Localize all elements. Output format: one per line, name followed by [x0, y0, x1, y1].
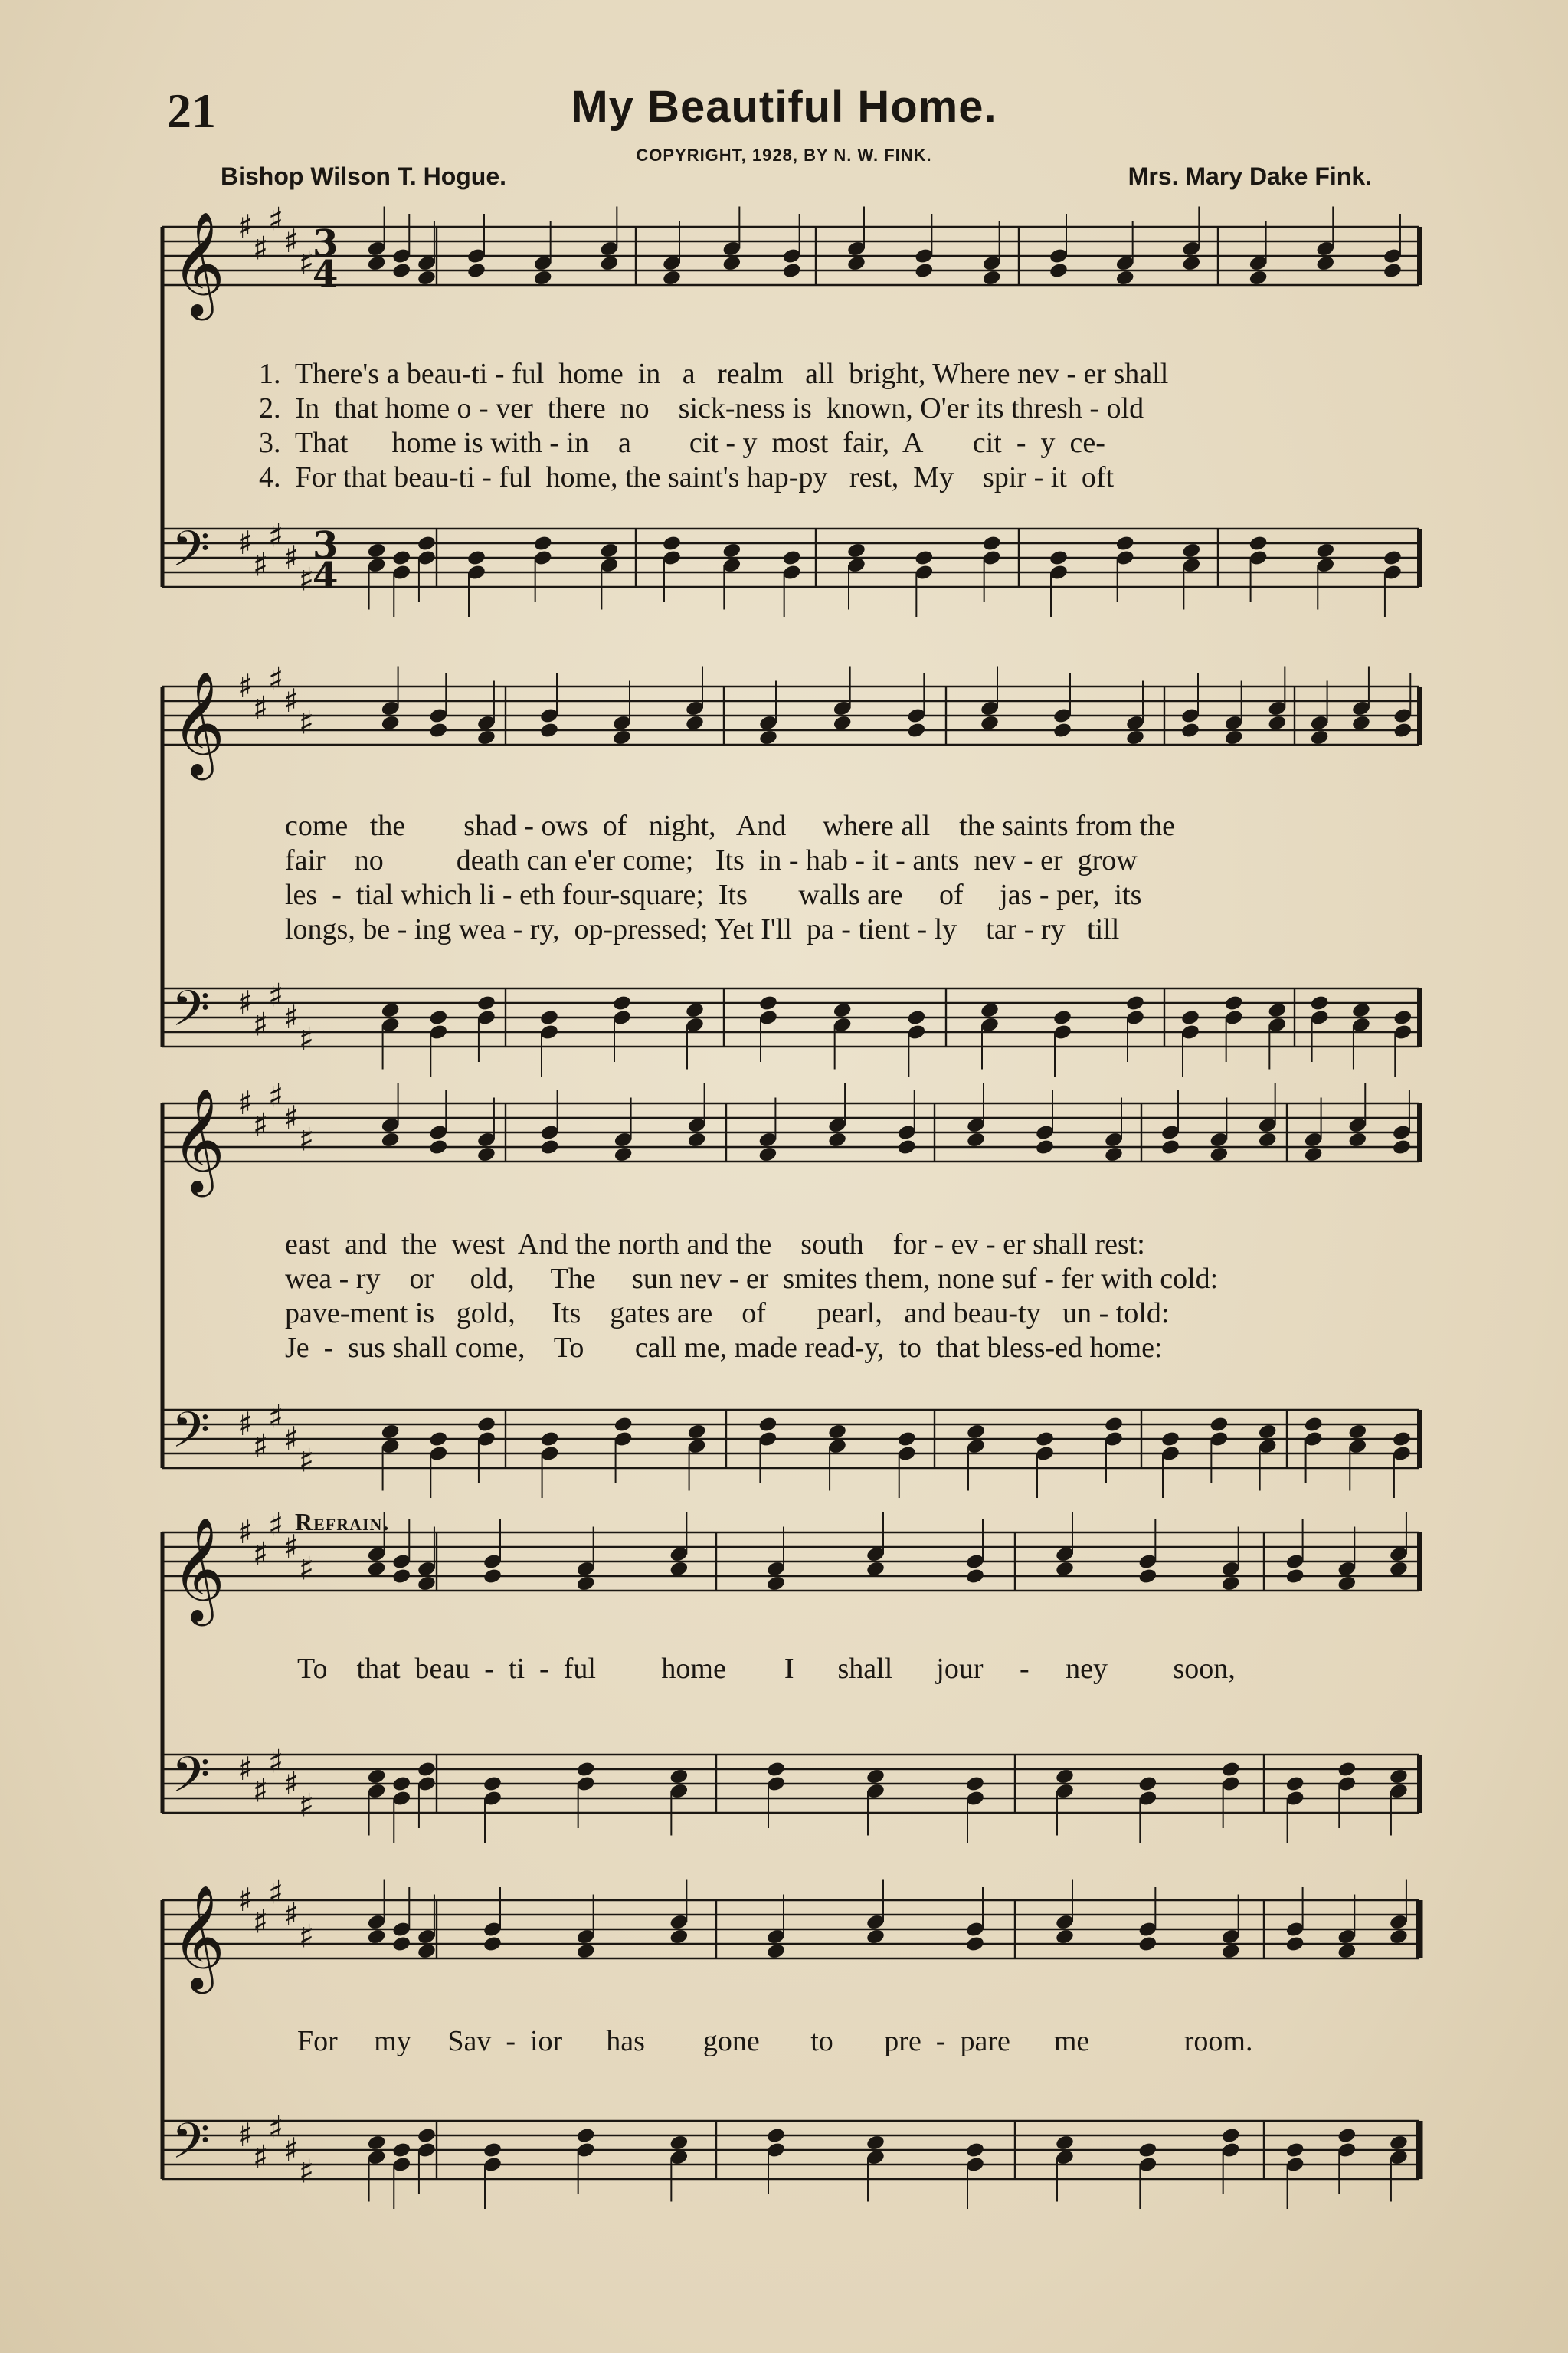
note-head — [782, 262, 802, 280]
sharp-icon: ♯ — [283, 539, 300, 576]
note-head — [1160, 1430, 1180, 1448]
note-head — [846, 542, 866, 559]
note-head — [1258, 1131, 1278, 1149]
note-head — [466, 549, 486, 567]
note-head — [1267, 1001, 1287, 1019]
note-head — [391, 2142, 411, 2159]
note-head — [367, 1928, 387, 1945]
note-head — [1049, 549, 1069, 567]
note-head — [1310, 995, 1330, 1012]
sharp-icon: ♯ — [283, 1896, 300, 1933]
sharp-icon: ♯ — [237, 208, 254, 245]
note-head — [980, 714, 1000, 732]
verse-block-3 — [285, 1227, 1426, 1365]
note-head — [982, 269, 1002, 287]
note-head — [417, 1761, 437, 1778]
note-head — [1392, 1139, 1412, 1156]
sharp-icon: ♯ — [237, 667, 254, 705]
note-head — [576, 2127, 596, 2145]
sharp-icon: ♯ — [268, 1506, 284, 1544]
note-head — [1138, 2142, 1157, 2159]
sharp-icon: ♯ — [237, 1513, 254, 1551]
note-head — [833, 1001, 853, 1019]
note-head — [866, 2134, 885, 2151]
note-head — [866, 1560, 885, 1578]
copyright-notice: COPYRIGHT, 1928, BY N. W. FINK. — [636, 146, 932, 165]
note-head — [1181, 254, 1201, 272]
note-head — [428, 1430, 448, 1448]
note-head — [483, 2142, 502, 2159]
note-head — [1389, 1768, 1409, 1785]
treble-clef-icon: 𝄞 — [172, 1516, 225, 1621]
note-head — [540, 1139, 560, 1156]
note-head — [758, 995, 778, 1012]
sharp-icon: ♯ — [283, 1528, 300, 1565]
sharp-icon: ♯ — [253, 229, 269, 267]
verse-line: 3. That home is with - in a cit - y most fair, A cit - y ce- — [259, 427, 1105, 459]
note-head — [1249, 269, 1268, 287]
note-head — [367, 2134, 387, 2151]
note-head — [1180, 722, 1200, 739]
note-head — [662, 535, 682, 552]
sharp-icon: ♯ — [253, 689, 269, 727]
hymn-title: My Beautiful Home. — [571, 82, 997, 132]
note-head — [614, 1145, 633, 1163]
note-head — [533, 269, 553, 287]
note-head — [1049, 262, 1069, 280]
sharp-icon: ♯ — [299, 1020, 315, 1058]
note-head — [381, 714, 401, 732]
sharp-icon: ♯ — [283, 998, 300, 1036]
note-head — [1249, 535, 1268, 552]
note-head — [1389, 2134, 1409, 2151]
verse-block-2 — [285, 809, 1426, 947]
note-head — [391, 1568, 411, 1585]
note-head — [1055, 1560, 1075, 1578]
note-head — [1393, 722, 1413, 739]
note-head — [1138, 1775, 1157, 1793]
note-head — [1221, 2127, 1241, 2145]
verse-line: les - tial which li - eth four-square; Its walls are of jas - per, its — [285, 879, 1142, 911]
note-head — [391, 549, 411, 567]
note-head — [758, 729, 778, 746]
note-head — [428, 722, 448, 739]
verse-line: 2. In that home o - ver there no sick-ness is known, O'er its thresh - old — [259, 392, 1144, 424]
note-head — [533, 535, 553, 552]
note-head — [1304, 1145, 1324, 1163]
note-head — [1160, 1139, 1180, 1156]
note-head — [965, 1568, 985, 1585]
sharp-icon: ♯ — [299, 1120, 315, 1158]
sharp-icon: ♯ — [268, 2109, 284, 2147]
note-head — [1285, 1775, 1305, 1793]
sharp-icon: ♯ — [253, 2138, 269, 2176]
sharp-icon: ♯ — [253, 1427, 269, 1465]
note-head — [466, 262, 486, 280]
note-head — [866, 1928, 885, 1945]
note-head — [476, 1416, 496, 1434]
sharp-icon: ♯ — [283, 222, 300, 260]
sharp-icon: ♯ — [299, 1549, 315, 1588]
note-head — [417, 269, 437, 287]
note-head — [476, 729, 496, 746]
note-head — [965, 2142, 985, 2159]
note-head — [897, 1139, 917, 1156]
note-head — [897, 1430, 917, 1448]
verse-line: east and the west And the north and the south for - ev - er shall rest: — [285, 1228, 1145, 1260]
note-head — [827, 1423, 847, 1440]
note-head — [1337, 2127, 1357, 2145]
note-head — [1285, 1935, 1305, 1953]
sharp-icon: ♯ — [299, 1786, 315, 1824]
note-head — [722, 254, 741, 272]
note-head — [669, 1928, 689, 1945]
time-signature-top: 3 — [313, 222, 339, 265]
sharp-icon: ♯ — [268, 660, 284, 698]
sharp-icon: ♯ — [253, 546, 269, 584]
bass-clef-icon: 𝄢 — [172, 981, 211, 1050]
note-head — [722, 542, 741, 559]
page-number: 21 — [167, 84, 216, 138]
note-head — [980, 1001, 1000, 1019]
staff-systems — [162, 201, 1419, 2210]
sharp-icon: ♯ — [237, 2116, 254, 2154]
note-head — [669, 1768, 689, 1785]
treble-clef-icon: 𝄞 — [172, 1883, 225, 1989]
sharp-icon: ♯ — [283, 682, 300, 719]
note-head — [1209, 1416, 1229, 1434]
note-head — [576, 1761, 596, 1778]
note-head — [1138, 1568, 1157, 1585]
note-head — [1304, 1416, 1324, 1434]
note-head — [417, 535, 437, 552]
note-head — [1315, 254, 1335, 272]
note-head — [982, 535, 1002, 552]
treble-clef-icon: 𝄞 — [172, 1086, 225, 1192]
sharp-icon: ♯ — [283, 1099, 300, 1136]
sharp-icon: ♯ — [299, 1917, 315, 1955]
note-head — [1055, 1768, 1075, 1785]
note-head — [906, 1009, 926, 1027]
note-head — [367, 254, 387, 272]
time-signature-top: 3 — [313, 524, 339, 567]
note-head — [758, 1145, 777, 1163]
sharp-icon: ♯ — [299, 1441, 315, 1480]
note-head — [612, 995, 632, 1012]
time-signature-bottom: 4 — [313, 555, 339, 598]
note-head — [1052, 1009, 1072, 1027]
note-head — [914, 549, 934, 567]
note-head — [1315, 542, 1335, 559]
note-head — [966, 1423, 986, 1440]
note-head — [1224, 729, 1244, 746]
sharp-icon: ♯ — [253, 1771, 269, 1810]
note-head — [1221, 1575, 1241, 1592]
note-head — [965, 1775, 985, 1793]
verse-line: Je - sus shall come, To call me, made read-y, to that bless-ed home: — [285, 1332, 1163, 1364]
note-head — [1393, 1009, 1413, 1027]
verse-line: 4. For that beau-ti - ful home, the saint's hap-py rest, My spir - it oft — [259, 461, 1115, 493]
verse-line: wea - ry or old, The sun nev - er smites them, none suf - fer with cold: — [285, 1263, 1219, 1295]
sharp-icon: ♯ — [299, 2152, 315, 2191]
note-head — [662, 269, 682, 287]
note-head — [1209, 1145, 1229, 1163]
note-head — [766, 2127, 786, 2145]
sharp-icon: ♯ — [268, 1873, 284, 1912]
composer-credit: Mrs. Mary Dake Fink. — [1128, 162, 1372, 190]
treble-clef-icon: 𝄞 — [172, 210, 225, 316]
note-head — [766, 1942, 786, 1960]
note-head — [367, 1560, 387, 1578]
note-head — [1337, 1575, 1357, 1592]
note-head — [483, 1935, 502, 1953]
sharp-icon: ♯ — [283, 2131, 300, 2168]
note-head — [599, 254, 619, 272]
note-head — [914, 262, 934, 280]
note-head — [1221, 1761, 1241, 1778]
note-head — [1115, 269, 1135, 287]
sharp-icon: ♯ — [237, 1881, 254, 1919]
bass-clef-icon: 𝄢 — [172, 2113, 211, 2182]
note-head — [417, 2127, 437, 2145]
note-head — [669, 2134, 689, 2151]
sharp-icon: ♯ — [268, 1398, 284, 1436]
note-head — [669, 1560, 689, 1578]
note-head — [540, 1430, 560, 1448]
sharp-icon: ♯ — [299, 560, 315, 598]
note-head — [782, 549, 802, 567]
note-head — [1285, 1568, 1305, 1585]
note-head — [1035, 1139, 1055, 1156]
sharp-icon: ♯ — [237, 524, 254, 562]
sharp-icon: ♯ — [299, 244, 315, 282]
treble-clef-icon: 𝄞 — [172, 670, 225, 775]
note-head — [1351, 714, 1371, 732]
note-head — [1351, 1001, 1371, 1019]
refrain-line-1: To that beau - ti - ful home I shall jour - ney soon, — [297, 1653, 1236, 1685]
time-signature-bottom: 4 — [313, 253, 339, 296]
note-head — [476, 1145, 496, 1163]
note-head — [1310, 729, 1330, 746]
note-head — [539, 1009, 559, 1027]
note-head — [1125, 729, 1145, 746]
note-head — [381, 1423, 401, 1440]
note-head — [391, 1775, 411, 1793]
note-head — [1104, 1145, 1124, 1163]
note-head — [1337, 1942, 1357, 1960]
note-head — [391, 262, 411, 280]
note-head — [766, 1761, 786, 1778]
note-head — [1224, 995, 1244, 1012]
note-head — [866, 1768, 885, 1785]
note-head — [483, 1568, 502, 1585]
note-head — [1052, 722, 1072, 739]
bass-clef-icon: 𝄢 — [172, 1747, 211, 1816]
note-head — [612, 729, 632, 746]
note-head — [1383, 262, 1403, 280]
lyricist-credit: Bishop Wilson T. Hogue. — [221, 162, 507, 190]
verse-line: pave-ment is gold, Its gates are of pearl, and beau-ty un - told: — [285, 1297, 1170, 1329]
sharp-icon: ♯ — [299, 703, 315, 742]
note-head — [758, 1416, 777, 1434]
refrain-line-2: For my Sav - ior has gone to pre - pare me room. — [297, 2025, 1253, 2057]
note-head — [1104, 1416, 1124, 1434]
note-head — [1138, 1935, 1157, 1953]
sharp-icon: ♯ — [268, 1077, 284, 1115]
verse-line: 1. There's a beau-ti - ful home in a realm all bright, Where nev - er shall — [259, 358, 1169, 390]
refrain-label: Refrain. — [295, 1508, 390, 1535]
note-head — [1221, 1942, 1241, 1960]
note-head — [1383, 549, 1403, 567]
note-head — [906, 722, 926, 739]
note-head — [1115, 535, 1135, 552]
note-head — [476, 995, 496, 1012]
sharp-icon: ♯ — [253, 1106, 269, 1144]
sharp-icon: ♯ — [253, 1005, 269, 1044]
note-head — [1125, 995, 1145, 1012]
note-head — [417, 1575, 437, 1592]
verse-line: fair no death can e'er come; Its in - hab - it - ants nev - er grow — [285, 844, 1138, 877]
note-head — [483, 1775, 502, 1793]
note-head — [1347, 1131, 1367, 1149]
note-head — [381, 1001, 401, 1019]
note-head — [965, 1935, 985, 1953]
note-head — [846, 254, 866, 272]
bass-clef-icon: 𝄢 — [172, 1402, 211, 1471]
note-head — [1055, 1928, 1075, 1945]
note-head — [766, 1575, 786, 1592]
note-head — [685, 1001, 705, 1019]
note-head — [614, 1416, 633, 1434]
note-head — [428, 1009, 448, 1027]
note-head — [1392, 1430, 1412, 1448]
sharp-icon: ♯ — [268, 976, 284, 1014]
bass-clef-icon: 𝄢 — [172, 521, 211, 590]
note-head — [391, 1935, 411, 1953]
note-head — [1035, 1430, 1055, 1448]
note-head — [1181, 542, 1201, 559]
note-head — [685, 714, 705, 732]
note-head — [687, 1131, 707, 1149]
note-head — [417, 1942, 437, 1960]
note-head — [1267, 714, 1287, 732]
note-head — [827, 1131, 847, 1149]
verse-block-1 — [259, 357, 1400, 495]
note-head — [367, 1768, 387, 1785]
note-head — [428, 1139, 448, 1156]
sharp-icon: ♯ — [253, 1535, 269, 1573]
note-head — [687, 1423, 707, 1440]
sharp-icon: ♯ — [237, 1405, 254, 1443]
note-head — [1347, 1423, 1367, 1440]
sharp-icon: ♯ — [237, 1084, 254, 1122]
sharp-icon: ♯ — [253, 1902, 269, 1941]
note-head — [367, 542, 387, 559]
note-head — [576, 1942, 596, 1960]
note-head — [1389, 1928, 1409, 1945]
note-head — [1285, 2142, 1305, 2159]
sharp-icon: ♯ — [237, 984, 254, 1021]
sharp-icon: ♯ — [268, 1742, 284, 1781]
note-head — [833, 714, 853, 732]
note-head — [1337, 1761, 1357, 1778]
note-head — [1180, 1009, 1200, 1027]
sharp-icon: ♯ — [268, 200, 284, 238]
note-head — [1389, 1560, 1409, 1578]
note-head — [599, 542, 619, 559]
sharp-icon: ♯ — [268, 516, 284, 555]
sharp-icon: ♯ — [237, 1750, 254, 1788]
sharp-icon: ♯ — [283, 1420, 300, 1457]
note-head — [1258, 1423, 1278, 1440]
note-head — [576, 1575, 596, 1592]
sharp-icon: ♯ — [283, 1765, 300, 1802]
note-head — [381, 1131, 401, 1149]
verse-line: come the shad - ows of night, And where all the saints from the — [285, 810, 1175, 842]
note-head — [539, 722, 559, 739]
verse-line: longs, be - ing wea - ry, op-pressed; Yet I'll pa - tient - ly tar - ry till — [285, 913, 1120, 945]
note-head — [1055, 2134, 1075, 2151]
note-head — [966, 1131, 986, 1149]
